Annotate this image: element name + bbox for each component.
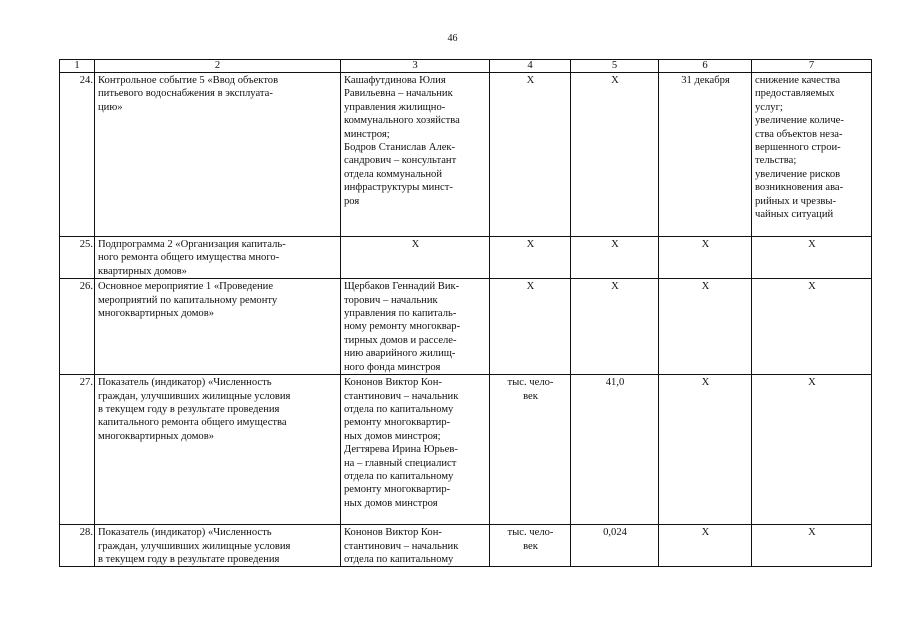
row-name: Показатель (индикатор) «Численность граждан, улучшивших жилищные условия в текущем году в результате проведения капитального ремонта общего имущества многоквартирных домов»: [95, 375, 341, 525]
table-row: [60, 525, 872, 567]
row-col6: X: [659, 525, 752, 567]
row-col5: 0,024: [571, 525, 659, 567]
row-number: 25.: [60, 237, 95, 279]
header-cell: 5: [571, 60, 659, 73]
row-col7: X: [752, 279, 872, 375]
row-col5: X: [571, 73, 659, 237]
row-number: 27.: [60, 375, 95, 525]
row-name: Подпрограмма 2 «Организация капиталь- ного ремонта общего имущества много- квартирных домов»: [95, 237, 341, 279]
row-col7: X: [752, 525, 872, 567]
row-col4: тыс. чело- век: [490, 375, 571, 525]
header-cell: 2: [95, 60, 341, 73]
header-row: [60, 60, 872, 73]
header-cell: 6: [659, 60, 752, 73]
row-col6: X: [659, 237, 752, 279]
row-col7: снижение качества предоставляемых услуг; увеличение количе- ства объектов неза- вершенного строи- тельства; увеличение рисков возникновения ава- рийных и чрезвы- чайных ситуаций: [752, 73, 872, 237]
header-cell: 3: [341, 60, 490, 73]
row-name: Контрольное событие 5 «Ввод объектов питьевого водоснабжения в эксплуата- цию»: [95, 73, 341, 237]
row-name: Показатель (индикатор) «Численность граждан, улучшивших жилищные условия в текущем году в результате проведения: [95, 525, 341, 567]
row-responsible: Кашафутдинова Юлия Равильевна – начальник управления жилищно- коммунального хозяйства минстроя; Бодров Станислав Алек- сандрович – консультант отдела коммунальной инфраструктуры минст- роя: [341, 73, 490, 237]
row-col6: X: [659, 279, 752, 375]
row-col5: 41,0: [571, 375, 659, 525]
row-col6: X: [659, 375, 752, 525]
row-responsible: X: [341, 237, 490, 279]
row-col4: X: [490, 279, 571, 375]
row-col4: X: [490, 73, 571, 237]
row-col6: 31 декабря: [659, 73, 752, 237]
row-responsible: Кононов Виктор Кон- стантинович – начальник отдела по капитальному: [341, 525, 490, 567]
row-col4: тыс. чело- век: [490, 525, 571, 567]
row-col5: X: [571, 279, 659, 375]
row-number: 24.: [60, 73, 95, 237]
row-col5: X: [571, 237, 659, 279]
row-col4: X: [490, 237, 571, 279]
table-row: [60, 375, 872, 525]
row-number: 28.: [60, 525, 95, 567]
row-name: Основное мероприятие 1 «Проведение мероприятий по капитальному ремонту многоквартирных домов»: [95, 279, 341, 375]
table-row: [60, 237, 872, 279]
table-row: [60, 279, 872, 375]
row-col7: X: [752, 237, 872, 279]
program-table: [59, 59, 872, 567]
table-row: [60, 73, 872, 237]
header-cell: 1: [60, 60, 95, 73]
page-number: 46: [447, 33, 458, 44]
row-number: 26.: [60, 279, 95, 375]
header-cell: 4: [490, 60, 571, 73]
row-responsible: Щербаков Геннадий Вик- торович – начальник управления по капиталь- ному ремонту многоквар- тирных домов и расселе- нию аварийного жилищ- ного фонда минстроя: [341, 279, 490, 375]
row-responsible: Кононов Виктор Кон- стантинович – начальник отдела по капитальному ремонту многоквартир- ных домов минстроя; Дегтярева Ирина Юрьев- на – главный специалист отдела по капитальному ремонту многоквартир- ных домов минстроя: [341, 375, 490, 525]
header-cell: 7: [752, 60, 872, 73]
row-col7: X: [752, 375, 872, 525]
